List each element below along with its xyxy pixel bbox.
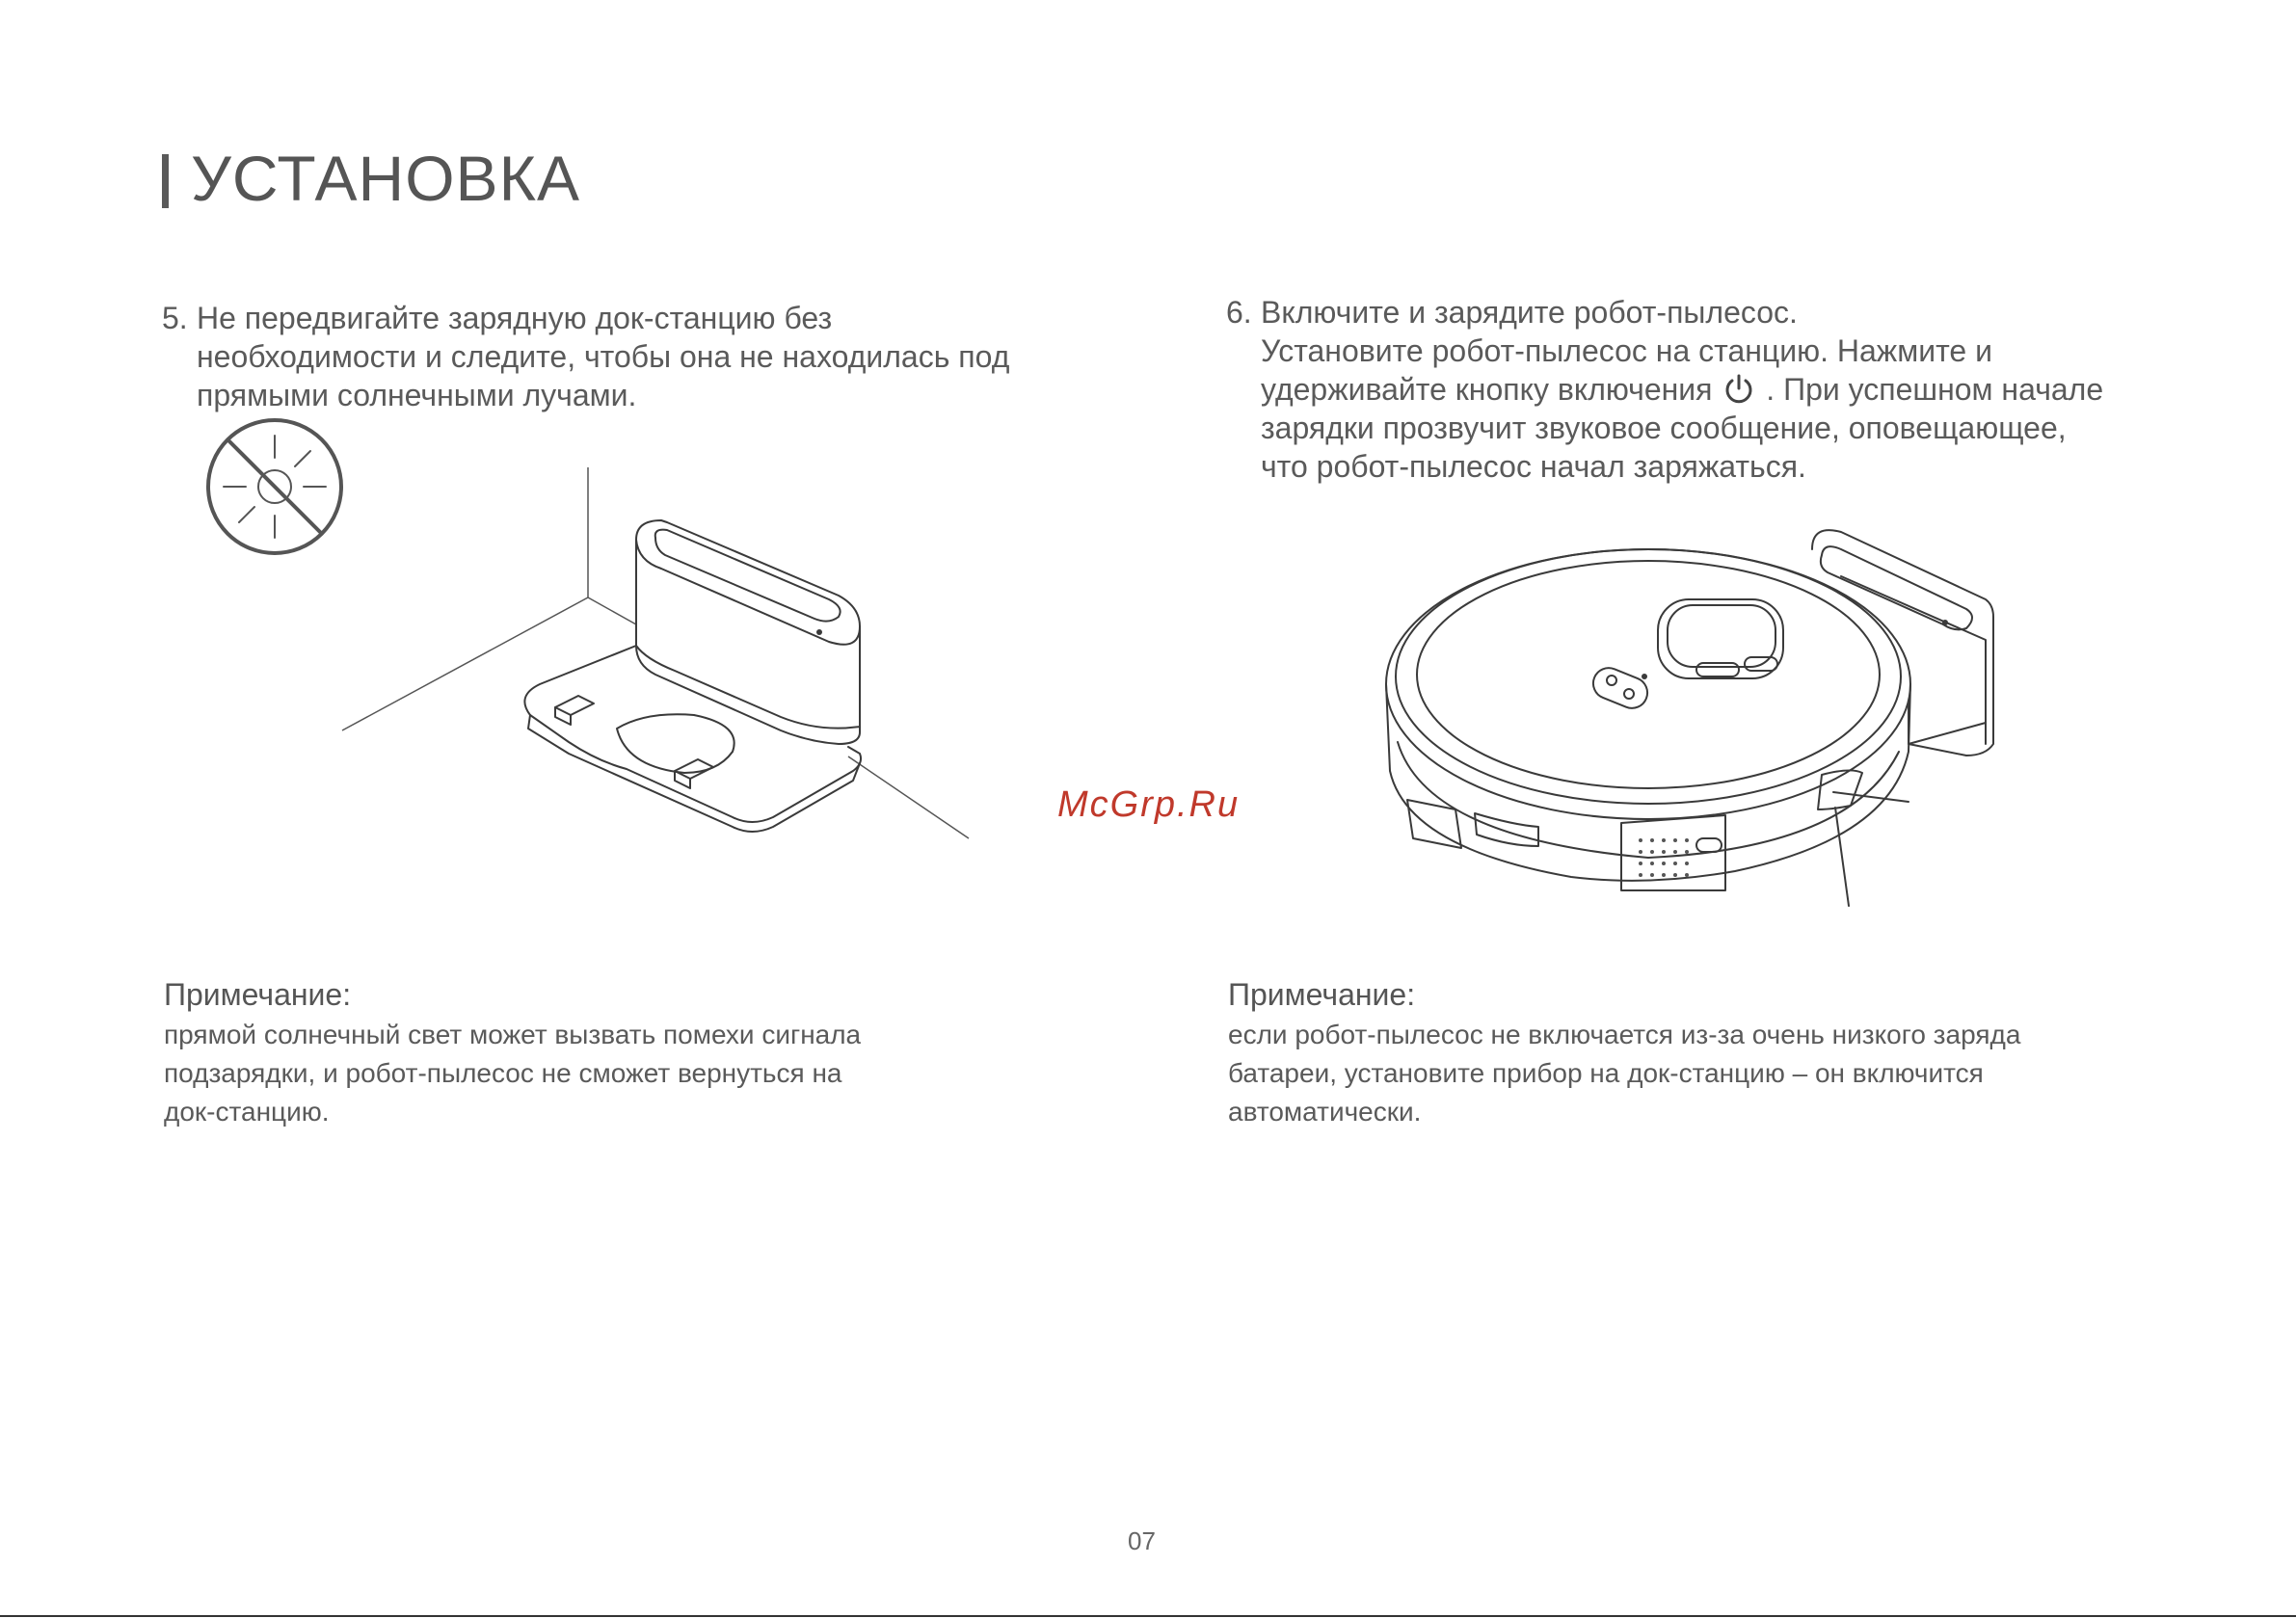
- note-left-text: прямой солнечный свет может вызвать помехи сигнала подзарядки, и робот-пылесос не сможет вернуться на док-станцию.: [164, 1020, 862, 1127]
- step-6-line-1: Включите и зарядите робот-пылесос.: [1261, 295, 1798, 330]
- page-title: УСТАНОВКА: [191, 143, 581, 214]
- power-icon: [1722, 373, 1755, 406]
- page-number: 07: [1128, 1526, 1156, 1555]
- step-6-number: 6.: [1226, 295, 1252, 330]
- no-sunlight-icon: [202, 414, 347, 559]
- step-6: [1226, 293, 2190, 486]
- step-6-line-4: зарядки прозвучит звуковое сообщение, оповещающее,: [1261, 411, 2067, 445]
- step-5-number: 5.: [162, 301, 188, 335]
- step-6-line-3b: . При успешном начале: [1766, 372, 2104, 407]
- footer-rule: [0, 1615, 2296, 1617]
- note-right-heading: Примечание:: [1228, 977, 1416, 1012]
- note-right-text: если робот-пылесос не включается из-за очень низкого заряда батареи, установите прибор на док-станцию – он включится автоматически.: [1228, 1020, 2021, 1127]
- note-left-heading: Примечание:: [164, 977, 352, 1012]
- robot-vacuum-illustration: [1369, 520, 1995, 915]
- title-accent-bar: [162, 154, 169, 208]
- step-6-line-2: Установите робот-пылесос на станцию. Нажмите и: [1261, 333, 1992, 368]
- watermark: McGrp.Ru: [1057, 784, 1241, 825]
- step-6-line-5: что робот-пылесос начал заряжаться.: [1261, 449, 1806, 484]
- step-5: [162, 299, 1107, 414]
- step-5-text: Не передвигайте зарядную док-станцию без необходимости и следите, чтобы она не находилась под прямыми солнечными лучами.: [197, 301, 1010, 412]
- dock-station-illustration: [328, 453, 983, 848]
- step-6-line-3a: удерживайте кнопку включения: [1261, 372, 1713, 407]
